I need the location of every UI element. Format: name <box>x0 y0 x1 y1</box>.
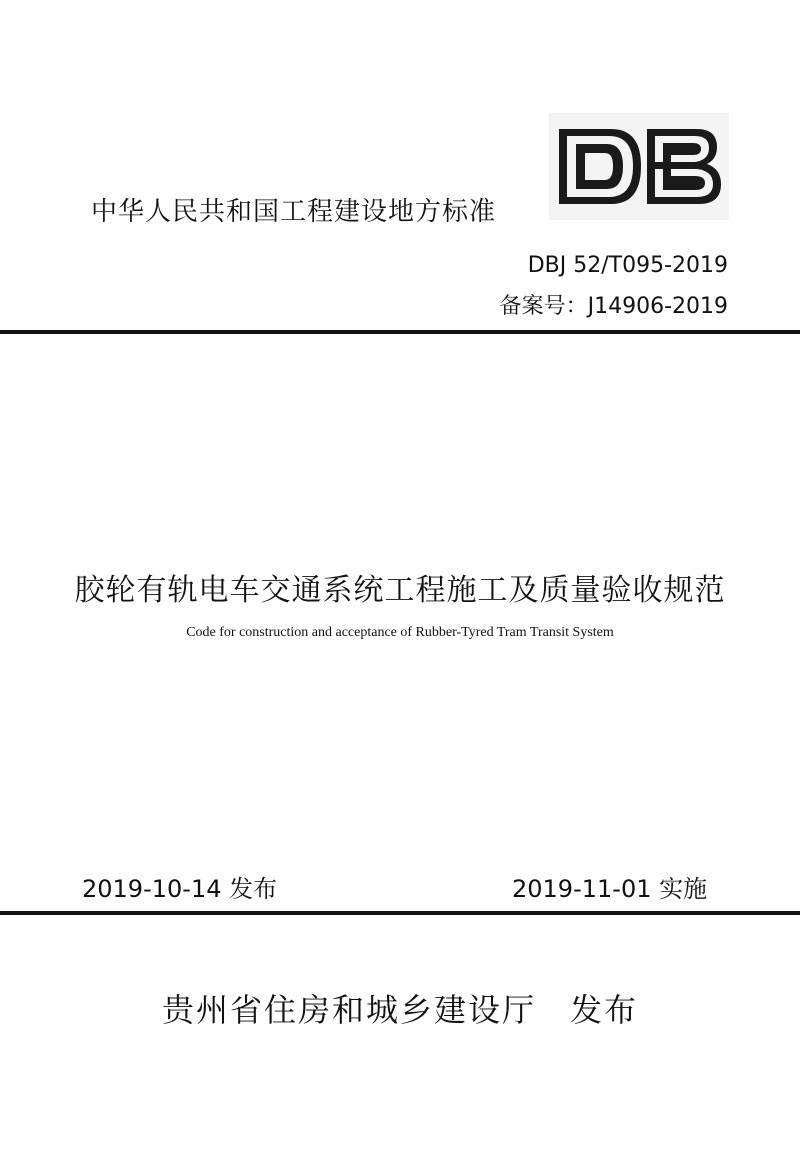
top-divider <box>0 330 800 334</box>
db-logo <box>549 113 729 220</box>
issue-date: 2019-10-14 发布 <box>82 875 278 903</box>
record-number: 备案号：J14906-2019 <box>499 294 728 319</box>
standard-code: DBJ 52/T095-2019 <box>527 253 728 278</box>
publisher-name: 贵州省住房和城乡建设厅 <box>161 991 536 1029</box>
publisher-line <box>0 985 800 1031</box>
implementation-date: 2019-11-01 实施 <box>512 875 708 903</box>
db-logo-graphic <box>549 113 729 220</box>
document-title-english: Code for construction and acceptance of Rubber-Tyred Tram Transit System <box>186 625 614 640</box>
bottom-divider <box>0 911 800 915</box>
document-title: 胶轮有轨电车交通系统工程施工及质量验收规范 <box>74 573 726 608</box>
publisher-action: 发布 <box>570 991 639 1029</box>
standard-type-label: 中华人民共和国工程建设地方标准 <box>91 197 497 227</box>
